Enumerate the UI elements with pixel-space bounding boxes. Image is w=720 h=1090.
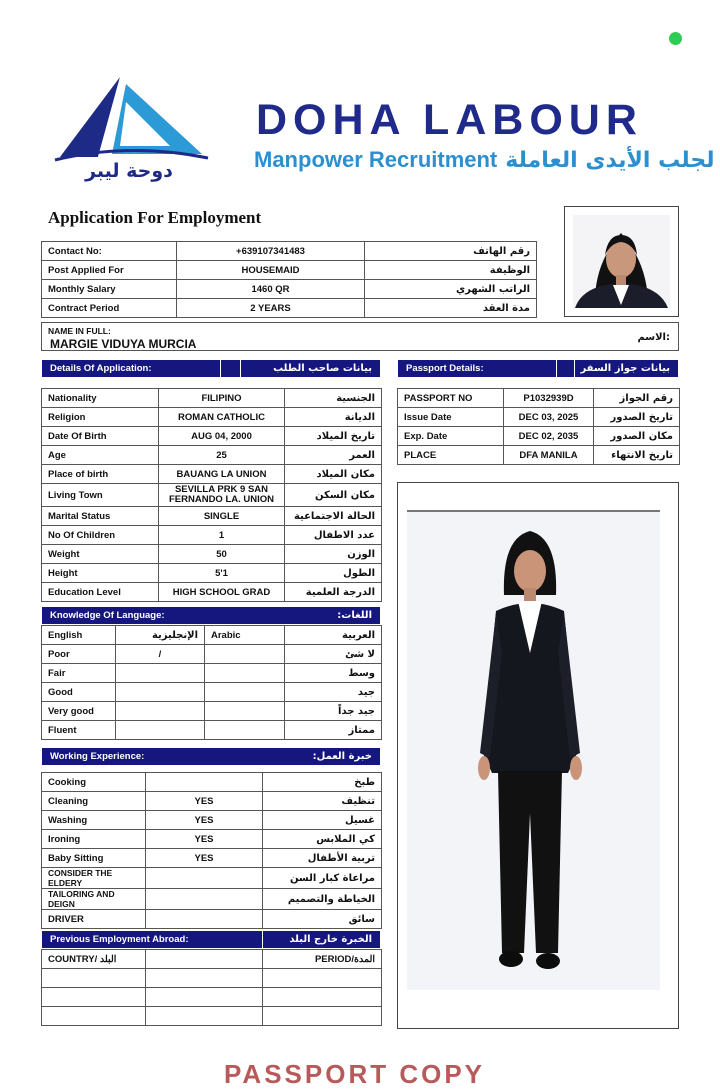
experience-value (146, 910, 263, 929)
experience-label-ar: غسيل (263, 811, 382, 830)
applicant-photo-small (564, 206, 679, 317)
previous-header (41, 930, 381, 949)
application-value: HIGH SCHOOL GRAD (159, 583, 285, 602)
contact-label-ar: الوظيفة (365, 261, 537, 280)
application-label-ar: مكان السكن (285, 484, 382, 507)
table-row (42, 545, 382, 564)
application-value: AUG 04, 2000 (159, 427, 285, 446)
brand-title: DOHA LABOUR (256, 96, 643, 144)
contact-table (41, 241, 537, 318)
language-arabic-label: Arabic (205, 626, 285, 645)
table-row (42, 583, 382, 602)
contact-label: Monthly Salary (42, 280, 177, 299)
application-label-ar: الطول (285, 564, 382, 583)
application-value: SINGLE (159, 507, 285, 526)
table-row (42, 564, 382, 583)
language-english-mark: / (116, 645, 205, 664)
passport-value: P1032939D (504, 389, 594, 408)
language-arabic-label-ar: العربية (285, 626, 382, 645)
experience-label: Baby Sitting (42, 849, 146, 868)
application-label: Age (42, 446, 159, 465)
table-row (42, 683, 382, 702)
application-label-ar: الوزن (285, 545, 382, 564)
language-table (41, 625, 382, 740)
passport-header-title-ar: بيانات جواز السفر (580, 363, 670, 374)
language-english-mark (116, 721, 205, 740)
language-header-title-ar: اللغات: (337, 610, 372, 621)
passport-value: DFA MANILA (504, 446, 594, 465)
language-level-label-ar: جيد جداً (285, 702, 382, 721)
experience-label-ar: مراعاة كبار السن (263, 868, 382, 889)
application-label: Education Level (42, 583, 159, 602)
passport-label-ar: رقم الجواز (594, 389, 680, 408)
contact-label-ar: الراتب الشهري (365, 280, 537, 299)
application-value: 1 (159, 526, 285, 545)
table-row (42, 484, 382, 507)
previous-header-title: Previous Employment Abroad: (50, 934, 189, 945)
language-english-mark (116, 702, 205, 721)
experience-header (41, 747, 381, 766)
experience-value (146, 889, 263, 910)
language-arabic-mark (205, 721, 285, 740)
table-row (42, 868, 382, 889)
full-name-box (41, 322, 679, 351)
experience-header-title: Working Experience: (50, 751, 145, 762)
contact-value: +639107341483 (177, 242, 365, 261)
application-header (41, 359, 381, 378)
applicant-photo-full (397, 482, 679, 1029)
previous-header-title-ar: الخبرة خارج البلد (289, 934, 372, 945)
application-label-ar: العمر (285, 446, 382, 465)
table-row (398, 408, 680, 427)
table-row (42, 969, 382, 988)
full-name-label-ar: الاسم: (637, 332, 670, 343)
application-header-title-ar: بيانات صاحب الطلب (273, 363, 372, 374)
application-label: Height (42, 564, 159, 583)
table-row (42, 626, 382, 645)
application-label: Marital Status (42, 507, 159, 526)
table-row (398, 446, 680, 465)
language-english-label: English (42, 626, 116, 645)
experience-label: Ironing (42, 830, 146, 849)
applicant-fullbody-icon (398, 483, 678, 1028)
table-row (42, 408, 382, 427)
language-english-label-ar: الإنجليزية (116, 626, 205, 645)
contact-label: Contract Period (42, 299, 177, 318)
status-dot (669, 32, 682, 45)
experience-value (146, 773, 263, 792)
passport-label-ar: تاريخ الانتهاء (594, 446, 680, 465)
application-label: No Of Children (42, 526, 159, 545)
experience-header-title-ar: خبرة العمل: (312, 751, 372, 762)
application-label: Living Town (42, 484, 159, 507)
experience-label: DRIVER (42, 910, 146, 929)
passport-label: Exp. Date (398, 427, 504, 446)
application-label-ar: مكان الميلاد (285, 465, 382, 484)
table-row (42, 910, 382, 929)
passport-label: PLACE (398, 446, 504, 465)
applicant-portrait-icon (573, 215, 670, 308)
experience-value: YES (146, 830, 263, 849)
contact-value: 2 YEARS (177, 299, 365, 318)
application-value: 50 (159, 545, 285, 564)
application-label: Weight (42, 545, 159, 564)
language-level-label: Good (42, 683, 116, 702)
table-row (42, 645, 382, 664)
passport-table (397, 388, 680, 465)
table-row (398, 427, 680, 446)
application-label: Religion (42, 408, 159, 427)
brand-subtitle-ar: لجلب الأيدى العاملة (505, 148, 715, 173)
table-row (42, 299, 537, 318)
table-row (42, 889, 382, 910)
application-table (41, 388, 382, 602)
language-level-label-ar: وسط (285, 664, 382, 683)
language-arabic-mark (205, 702, 285, 721)
full-name-label: NAME IN FULL: (48, 326, 111, 336)
contact-label: Post Applied For (42, 261, 177, 280)
application-label: Place of birth (42, 465, 159, 484)
application-value: ROMAN CATHOLIC (159, 408, 285, 427)
application-value: 5'1 (159, 564, 285, 583)
previous-table (41, 949, 382, 1026)
application-value: SEVILLA PRK 9 SAN FERNANDO LA. UNION (159, 484, 285, 507)
language-level-label: Very good (42, 702, 116, 721)
application-value: 25 (159, 446, 285, 465)
application-value: FILIPINO (159, 389, 285, 408)
contact-label-ar: مدة العقد (365, 299, 537, 318)
application-label-ar: الدرجة العلمية (285, 583, 382, 602)
language-header (41, 606, 381, 625)
table-row (398, 389, 680, 408)
passport-header (397, 359, 679, 378)
table-row (42, 526, 382, 545)
language-arabic-mark (205, 683, 285, 702)
experience-label-ar: سائق (263, 910, 382, 929)
table-row (42, 721, 382, 740)
language-english-mark (116, 683, 205, 702)
language-english-mark (116, 664, 205, 683)
table-row (42, 389, 382, 408)
experience-label: Washing (42, 811, 146, 830)
experience-table (41, 772, 382, 929)
experience-label: TAILORING AND DEIGN (42, 889, 146, 910)
application-label-ar: الديانة (285, 408, 382, 427)
table-row (42, 261, 537, 280)
passport-label: Issue Date (398, 408, 504, 427)
language-level-label-ar: جيد (285, 683, 382, 702)
contact-label: Contact No: (42, 242, 177, 261)
experience-label: Cooking (42, 773, 146, 792)
form-title: Application For Employment (48, 208, 262, 227)
table-row (42, 849, 382, 868)
table-row (42, 950, 382, 969)
experience-value: YES (146, 849, 263, 868)
table-row (42, 465, 382, 484)
contact-value: HOUSEMAID (177, 261, 365, 280)
language-arabic-mark (205, 645, 285, 664)
previous-country-label: COUNTRY/ البلد (42, 950, 146, 969)
contact-label-ar: رقم الهاتف (365, 242, 537, 261)
experience-value (146, 868, 263, 889)
experience-label-ar: الخياطة والتصميم (263, 889, 382, 910)
sail-logo-icon (50, 72, 210, 162)
table-row (42, 811, 382, 830)
language-header-title: Knowledge Of Language: (50, 610, 165, 621)
table-row (42, 427, 382, 446)
language-level-label-ar: لا شئ (285, 645, 382, 664)
contact-value: 1460 QR (177, 280, 365, 299)
table-row (42, 773, 382, 792)
application-label: Date Of Birth (42, 427, 159, 446)
experience-label-ar: تنظيف (263, 792, 382, 811)
passport-value: DEC 03, 2025 (504, 408, 594, 427)
passport-label: PASSPORT NO (398, 389, 504, 408)
brand-subtitle-en: Manpower Recruitment (254, 147, 498, 172)
passport-header-title: Passport Details: (406, 363, 484, 374)
experience-value: YES (146, 811, 263, 830)
application-label-ar: تاريخ الميلاد (285, 427, 382, 446)
experience-label-ar: طبخ (263, 773, 382, 792)
table-row (42, 792, 382, 811)
company-logo (50, 72, 210, 187)
experience-label-ar: كي الملابس (263, 830, 382, 849)
passport-label-ar: مكان الصدور (594, 427, 680, 446)
language-level-label-ar: ممتاز (285, 721, 382, 740)
application-label-ar: الحالة الاجتماعية (285, 507, 382, 526)
language-level-label: Fluent (42, 721, 116, 740)
application-label-ar: عدد الاطفال (285, 526, 382, 545)
experience-value: YES (146, 792, 263, 811)
table-row (42, 446, 382, 465)
experience-label: CONSIDER THE ELDERY (42, 868, 146, 889)
passport-value: DEC 02, 2035 (504, 427, 594, 446)
language-level-label: Fair (42, 664, 116, 683)
application-header-title: Details Of Application: (50, 363, 152, 374)
full-name-value: MARGIE VIDUYA MURCIA (50, 337, 197, 351)
brand-subtitle (254, 147, 714, 173)
table-row (42, 242, 537, 261)
previous-period-label: PERIOD/المدة (263, 950, 382, 969)
language-level-label: Poor (42, 645, 116, 664)
application-value: BAUANG LA UNION (159, 465, 285, 484)
experience-label-ar: تربية الأطفال (263, 849, 382, 868)
table-row (42, 988, 382, 1007)
passport-label-ar: تاريخ الصدور (594, 408, 680, 427)
logo-arabic-text: دوحة ليبر (85, 160, 173, 182)
table-row (42, 507, 382, 526)
language-arabic-mark (205, 664, 285, 683)
table-row (42, 702, 382, 721)
table-row (42, 280, 537, 299)
table-row (42, 664, 382, 683)
application-label-ar: الجنسية (285, 389, 382, 408)
application-label: Nationality (42, 389, 159, 408)
passport-copy-heading: PASSPORT COPY (224, 1059, 486, 1089)
table-row (42, 1007, 382, 1026)
experience-label: Cleaning (42, 792, 146, 811)
table-row (42, 830, 382, 849)
